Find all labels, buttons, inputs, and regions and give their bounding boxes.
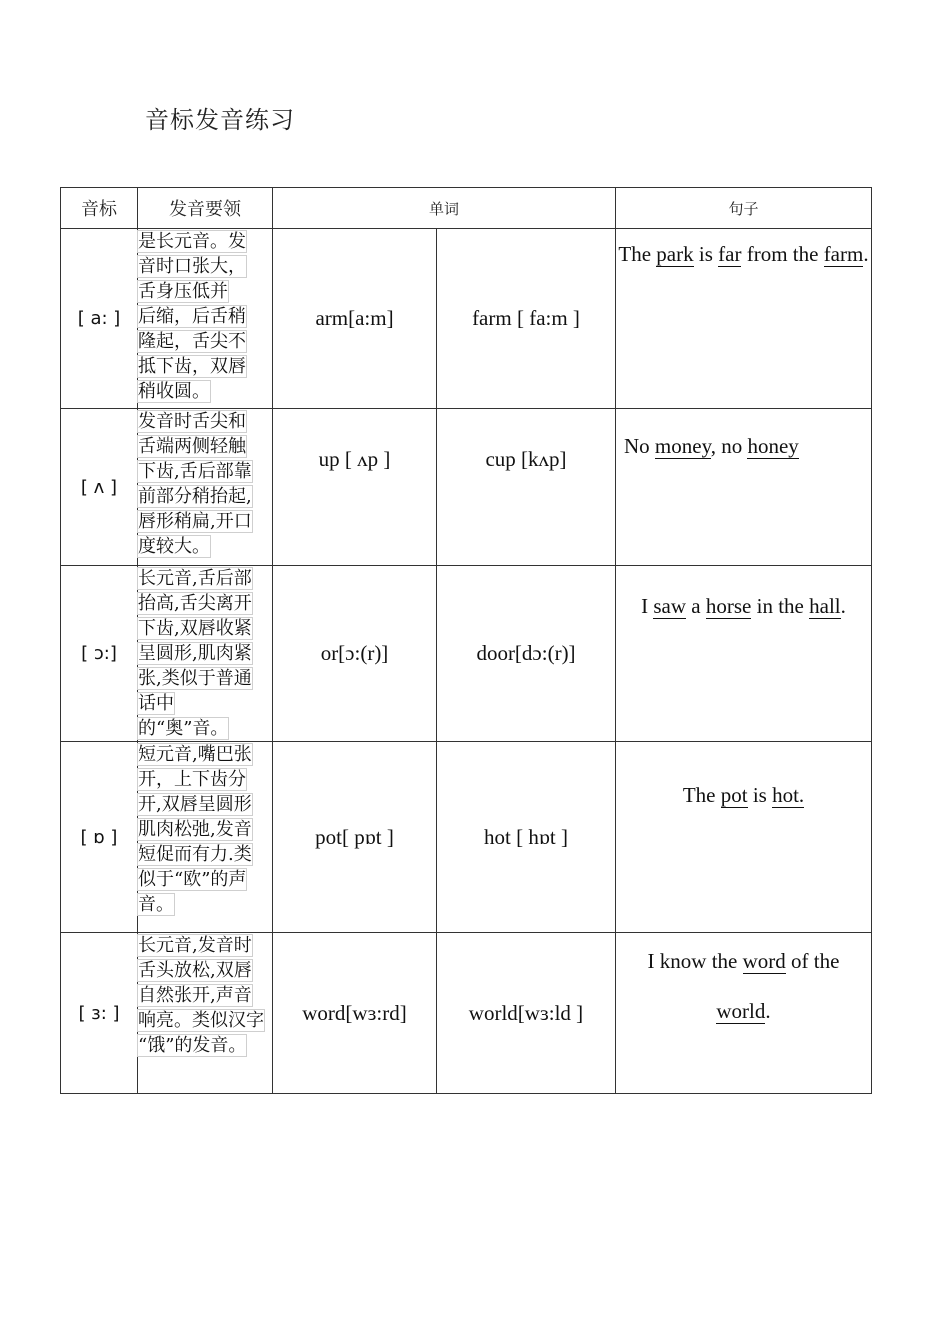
pronunciation-tips: 长元音,发音时 舌头放松,双唇 自然张开,声音 响亮。类似汉字 “饿”的发音。 [138,935,264,1056]
word-2: farm [ fa:m ] [437,229,616,409]
example-sentence: The park is far from the farm. [616,229,872,409]
table-row [61,933,872,1094]
pronunciation-tips: 是长元音。发 音时口张大， 舌身压低并 后缩，后舌稍 隆起，舌尖不 抵下齿，双唇 稍收圆。 [138,231,246,402]
header-tips: 发音要领 [138,188,273,229]
table-row [61,229,872,409]
word-1: pot[ pɒt ] [273,742,437,933]
table-row [61,742,872,933]
phonetic-symbol: [ ʌ ] [61,409,138,566]
word-2: door[dɔ:(r)] [437,566,616,742]
page-title: 音标发音练习 [145,106,295,134]
header-row [61,188,872,229]
phonetic-symbol: [ ɜ: ] [61,933,138,1094]
word-1: up [ ʌp ] [273,409,437,566]
phonetic-symbol: [ ɔ:] [61,566,138,742]
word-1: or[ɔ:(r)] [273,566,437,742]
word-2: cup [kʌp] [437,409,616,566]
example-sentence: I saw a horse in the hall. [616,566,872,742]
pronunciation-tips: 发音时舌尖和 舌端两侧轻触 下齿,舌后部靠 前部分稍抬起, 唇形稍扁,开口 度较大。 [138,411,252,557]
pronunciation-tips: 短元音,嘴巴张 开，上下齿分 开,双唇呈圆形 肌肉松弛,发音 短促而有力.类 似于“欧”的声 音。 [138,744,252,915]
header-symbol: 音标 [61,188,138,229]
example-sentence: The pot is hot. [616,742,872,933]
header-sentence: 句子 [616,188,872,229]
table-row [61,409,872,566]
header-words: 单词 [273,188,616,229]
word-2: hot [ hɒt ] [437,742,616,933]
phonetic-symbol: [ ɒ ] [61,742,138,933]
word-1: arm[a:m] [273,229,437,409]
pronunciation-tips: 长元音,舌后部 抬高,舌尖离开 下齿,双唇收紧 呈圆形,肌肉紧 张,类似于普通 话中的“奥”音。 [138,568,252,739]
example-sentence: I know the word of the world. [616,933,872,1094]
phonetics-table [60,187,872,1094]
example-sentence: No money, no honey [616,409,872,566]
phonetic-symbol: [ a: ] [61,229,138,409]
word-2: world[wɜ:ld ] [437,933,616,1094]
word-1: word[wɜ:rd] [273,933,437,1094]
table-row [61,566,872,742]
